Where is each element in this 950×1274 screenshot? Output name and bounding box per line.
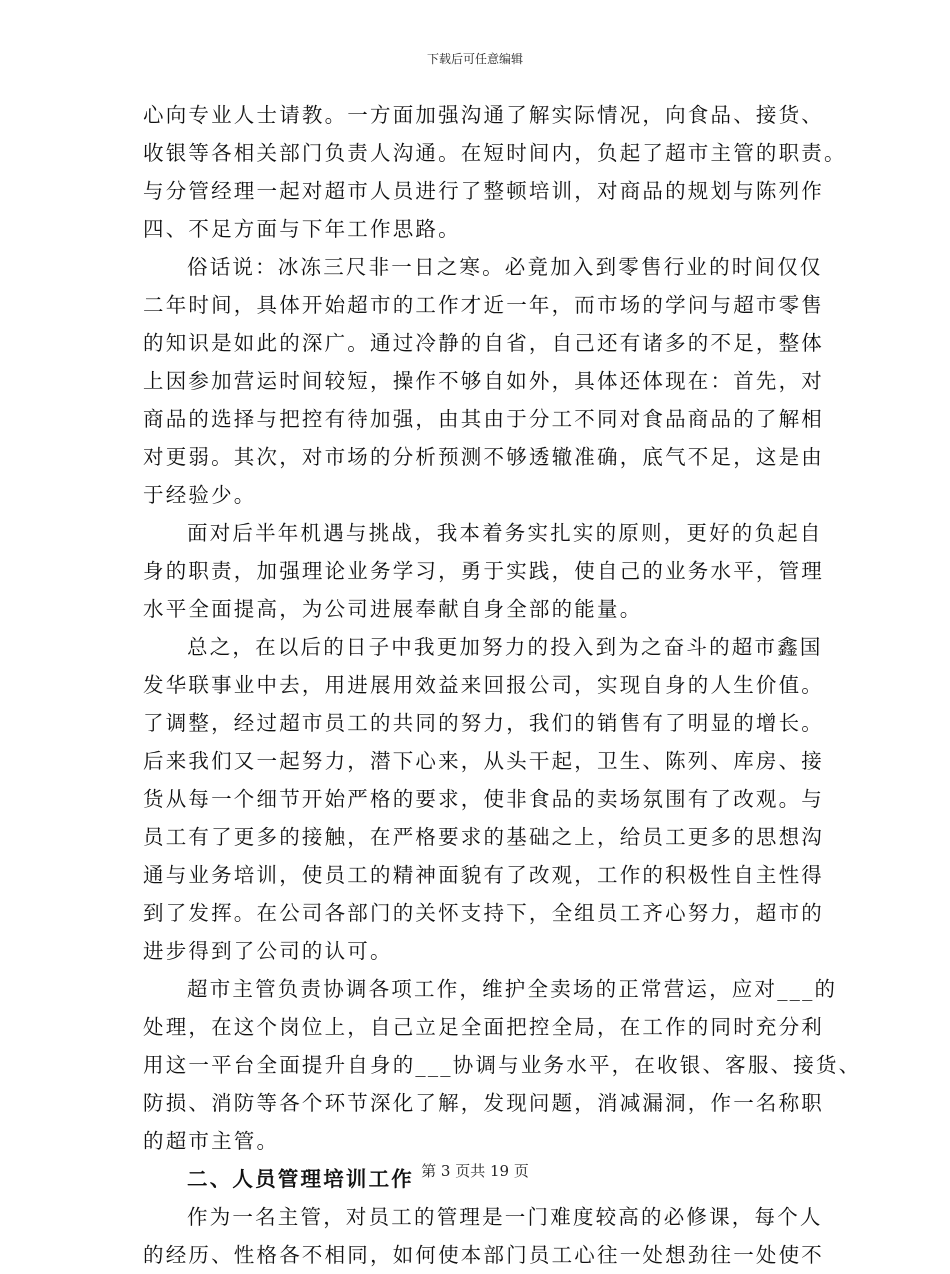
text-line: 的经历、性格各不相同，如何使本部门员工心往一处想劲往一处使不 bbox=[143, 1243, 824, 1267]
paragraph-start-line: 作为一名主管，对员工的管理是一门难度较高的必修课，每个人 bbox=[187, 1205, 823, 1229]
text-line: 对更弱。其次，对市场的分析预测不够透辙准确，底气不足，这是由 bbox=[143, 445, 824, 469]
paragraph-start-line: 面对后半年机遇与挑战，我本着务实扎实的原则，更好的负起自 bbox=[187, 521, 823, 545]
paragraph-start-line: 超市主管负责协调各项工作，维护全卖场的正常营运，应对___的 bbox=[187, 977, 838, 1001]
text-line: 二年时间，具体开始超市的工作才近一年，而市场的学问与超市零售 bbox=[143, 293, 824, 317]
text-line: 与分管经理一起对超市人员进行了整顿培训，对商品的规划与陈列作 bbox=[143, 179, 824, 203]
text-line: 水平全面提高，为公司进展奉献自身全部的能量。 bbox=[143, 597, 643, 621]
text-line: 进步得到了公司的认可。 bbox=[143, 939, 393, 963]
text-line: 商品的选择与把控有待加强，由其由于分工不同对食品商品的了解相 bbox=[143, 407, 824, 431]
paragraph-start-line: 俗话说：冰冻三尺非一日之寒。必竟加入到零售行业的时间仅仅 bbox=[187, 255, 823, 279]
document-body bbox=[143, 96, 862, 1274]
text-line: 货从每一个细节开始严格的要求，使非食品的卖场氛围有了改观。与 bbox=[143, 787, 824, 811]
section-heading: 二、人员管理培训工作 bbox=[187, 1167, 414, 1191]
text-line: 后来我们又一起努力，潜下心来，从头干起，卫生、陈列、库房、接 bbox=[143, 749, 824, 773]
paragraph-start-line: 总之，在以后的日子中我更加努力的投入到为之奋斗的超市鑫国 bbox=[187, 635, 823, 659]
text-line: 心向专业人士请教。一方面加强沟通了解实际情况，向食品、接货、 bbox=[143, 103, 824, 127]
text-line: 用这一平台全面提升自身的___协调与业务水平，在收银、客服、接货、 bbox=[143, 1053, 862, 1077]
page-footer: 第 3 页共 19 页 bbox=[421, 1162, 529, 1180]
text-line: 身的职责，加强理论业务学习，勇于实践，使自己的业务水平，管理 bbox=[143, 559, 824, 583]
text-line: 防损、消防等各个环节深化了解，发现问题，消减漏洞，作一名称职 bbox=[143, 1091, 824, 1115]
text-line: 发华联事业中去，用进展用效益来回报公司，实现自身的人生价值。 bbox=[143, 673, 824, 697]
text-line: 四、不足方面与下年工作思路。 bbox=[143, 217, 461, 241]
text-line: 收银等各相关部门负责人沟通。在短时间内，负起了超市主管的职责。 bbox=[143, 141, 847, 165]
text-line: 到了发挥。在公司各部门的关怀支持下，全组员工齐心努力，超市的 bbox=[143, 901, 824, 925]
text-line: 上因参加营运时间较短，操作不够自如外，具体还体现在：首先，对 bbox=[143, 369, 824, 393]
text-line: 于经验少。 bbox=[143, 483, 257, 507]
text-line: 的知识是如此的深广。通过冷静的自省，自己还有诸多的不足，整体 bbox=[143, 331, 824, 355]
text-line: 处理，在这个岗位上，自己立足全面把控全局，在工作的同时充分利 bbox=[143, 1015, 824, 1039]
text-line: 员工有了更多的接触，在严格要求的基础之上，给员工更多的思想沟 bbox=[143, 825, 824, 849]
text-line: 通与业务培训，使员工的精神面貌有了改观，工作的积极性自主性得 bbox=[143, 863, 824, 887]
text-line: 的超市主管。 bbox=[143, 1129, 280, 1153]
text-line: 了调整，经过超市员工的共同的努力，我们的销售有了明显的增长。 bbox=[143, 711, 824, 735]
page-header: 下载后可任意编辑 bbox=[426, 52, 523, 66]
